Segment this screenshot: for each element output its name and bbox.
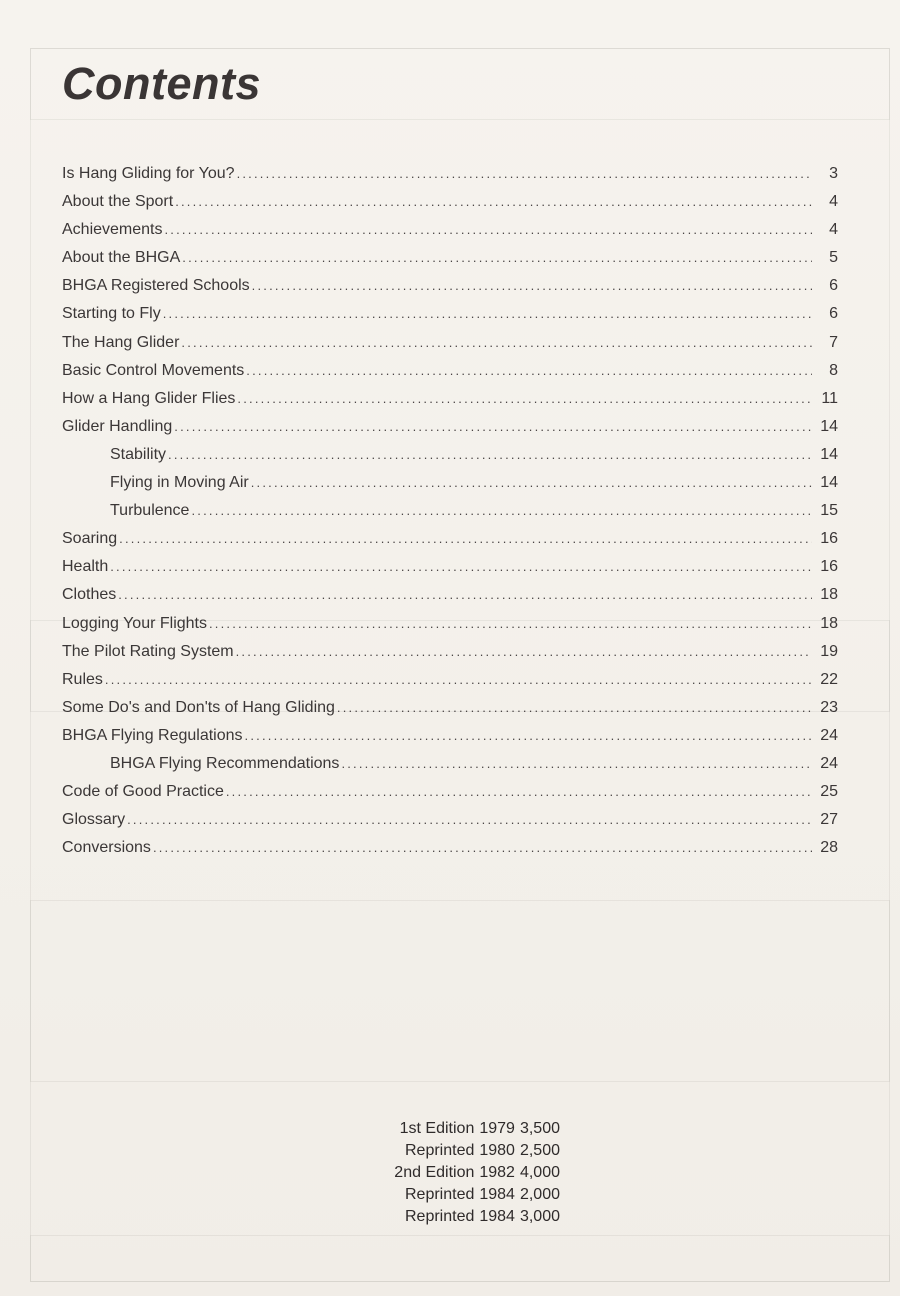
dot-leader xyxy=(110,553,812,581)
edition-row xyxy=(330,1118,560,1140)
toc-entry-label: Is Hang Gliding for You? xyxy=(62,165,235,182)
toc-entry xyxy=(62,581,838,609)
edition-year: 1984 xyxy=(479,1208,515,1225)
dot-leader xyxy=(175,188,812,216)
toc-entry-label: Rules xyxy=(62,670,103,688)
toc-entry xyxy=(62,160,838,188)
edition-row xyxy=(330,1140,560,1162)
dot-leader xyxy=(181,329,812,357)
edition-count: 4,000 xyxy=(519,1164,560,1181)
toc-entry-page: 16 xyxy=(820,530,838,548)
toc-entry-label: Basic Control Movements xyxy=(62,361,245,379)
toc-entry-label: Code of Good Practice xyxy=(62,783,224,801)
toc-entry xyxy=(62,610,838,638)
edition-history xyxy=(330,1118,560,1228)
show-through-box xyxy=(30,900,890,1082)
toc-entry-label: BHGA Flying Regulations xyxy=(62,726,243,744)
toc-entry-label: Glossary xyxy=(62,811,126,829)
edition-year: 1980 xyxy=(479,1142,515,1159)
edition-year: 1984 xyxy=(479,1186,515,1203)
toc-entry-page: 7 xyxy=(829,333,838,351)
toc-entry-label: Turbulence xyxy=(110,502,190,520)
edition-label: Reprinted xyxy=(404,1142,475,1159)
dot-leader xyxy=(153,834,812,862)
toc-entry-page: 15 xyxy=(820,502,838,520)
dot-leader xyxy=(226,778,812,806)
edition-label: Reprinted xyxy=(404,1186,475,1203)
dot-leader xyxy=(341,750,812,778)
toc-subentry xyxy=(62,750,838,778)
edition-label: 2nd Edition xyxy=(394,1164,475,1181)
toc-entry-page: 18 xyxy=(820,614,838,632)
show-through-box xyxy=(30,1235,890,1282)
toc-entry-page: 3 xyxy=(829,165,838,182)
page-title: Contents xyxy=(62,58,261,109)
toc-entry-page: 4 xyxy=(829,193,838,211)
toc-entry-label: BHGA Flying Recommendations xyxy=(110,754,340,772)
toc-entry xyxy=(62,553,838,581)
edition-row xyxy=(330,1206,560,1228)
toc-entry xyxy=(62,385,838,413)
toc-subentry xyxy=(62,469,838,497)
edition-row xyxy=(330,1162,560,1184)
dot-leader xyxy=(252,272,812,300)
toc-entry xyxy=(62,244,838,272)
dot-leader xyxy=(174,413,812,441)
toc-entry-page: 25 xyxy=(820,783,838,801)
dot-leader xyxy=(236,638,812,666)
toc-entry-label: Clothes xyxy=(62,586,117,604)
toc-entry-page: 28 xyxy=(820,839,838,857)
toc-entry xyxy=(62,694,838,722)
dot-leader xyxy=(163,300,812,328)
toc-entry-label: About the BHGA xyxy=(62,249,181,267)
toc-entry-page: 8 xyxy=(829,361,838,379)
table-of-contents xyxy=(62,160,838,862)
toc-entry xyxy=(62,329,838,357)
dot-leader xyxy=(182,244,812,272)
edition-count: 2,000 xyxy=(519,1186,560,1203)
toc-entry-page: 14 xyxy=(820,445,838,463)
toc-entry-label: Soaring xyxy=(62,530,118,548)
toc-entry-page: 6 xyxy=(829,277,838,295)
toc-entry-label: BHGA Registered Schools xyxy=(62,277,250,295)
toc-entry-page: 24 xyxy=(820,726,838,744)
toc-entry-page: 27 xyxy=(820,811,838,829)
toc-entry xyxy=(62,638,838,666)
toc-entry-page: 18 xyxy=(820,586,838,604)
edition-count: 3,500 xyxy=(519,1120,560,1137)
dot-leader xyxy=(246,357,812,385)
toc-entry-page: 16 xyxy=(820,558,838,576)
toc-entry xyxy=(62,666,838,694)
toc-entry-page: 11 xyxy=(821,389,838,407)
toc-entry-page: 19 xyxy=(820,642,838,660)
toc-subentry xyxy=(62,441,838,469)
toc-entry-label: Conversions xyxy=(62,839,151,857)
toc-entry-label: Health xyxy=(62,558,109,576)
toc-entry-label: Some Do's and Don'ts of Hang Gliding xyxy=(62,698,335,716)
dot-leader xyxy=(118,581,812,609)
dot-leader xyxy=(237,385,812,413)
dot-leader xyxy=(209,610,812,638)
dot-leader xyxy=(245,722,812,750)
dot-leader xyxy=(168,441,812,469)
toc-entry-label: Logging Your Flights xyxy=(62,614,207,632)
toc-entry-label: Starting to Fly xyxy=(62,305,161,323)
dot-leader xyxy=(237,160,812,188)
toc-entry xyxy=(62,413,838,441)
edition-label: 1st Edition xyxy=(399,1120,475,1137)
toc-entry xyxy=(62,272,838,300)
toc-entry-page: 5 xyxy=(829,249,838,267)
toc-entry-page: 4 xyxy=(829,221,838,239)
dot-leader xyxy=(251,469,812,497)
dot-leader xyxy=(105,666,812,694)
toc-entry xyxy=(62,188,838,216)
dot-leader xyxy=(119,525,812,553)
toc-entry-page: 14 xyxy=(820,474,838,492)
edition-row xyxy=(330,1184,560,1206)
toc-entry-label: How a Hang Glider Flies xyxy=(62,389,236,407)
toc-entry xyxy=(62,216,838,244)
toc-entry xyxy=(62,300,838,328)
dot-leader xyxy=(165,216,813,244)
edition-year: 1982 xyxy=(479,1164,515,1181)
toc-entry-label: The Pilot Rating System xyxy=(62,642,234,660)
edition-count: 3,000 xyxy=(519,1208,560,1225)
toc-subentry xyxy=(62,497,838,525)
toc-entry-label: About the Sport xyxy=(62,193,174,211)
dot-leader xyxy=(337,694,812,722)
toc-entry-label: Flying in Moving Air xyxy=(110,474,249,492)
toc-entry-page: 24 xyxy=(820,754,838,772)
toc-entry xyxy=(62,722,838,750)
edition-count: 2,500 xyxy=(519,1142,560,1159)
dot-leader xyxy=(191,497,812,525)
toc-entry-page: 14 xyxy=(820,417,838,435)
toc-entry xyxy=(62,525,838,553)
toc-entry-label: Glider Handling xyxy=(62,417,173,435)
toc-entry-label: The Hang Glider xyxy=(62,333,180,351)
toc-entry-label: Achievements xyxy=(62,221,163,239)
toc-entry-page: 6 xyxy=(829,305,838,323)
toc-entry xyxy=(62,357,838,385)
toc-entry xyxy=(62,834,838,862)
edition-label: Reprinted xyxy=(404,1208,475,1225)
toc-entry-page: 23 xyxy=(820,698,838,716)
toc-entry-label: Stability xyxy=(110,445,167,463)
edition-year: 1979 xyxy=(479,1120,515,1137)
toc-entry xyxy=(62,778,838,806)
dot-leader xyxy=(127,806,812,834)
toc-entry xyxy=(62,806,838,834)
toc-entry-page: 22 xyxy=(820,670,838,688)
